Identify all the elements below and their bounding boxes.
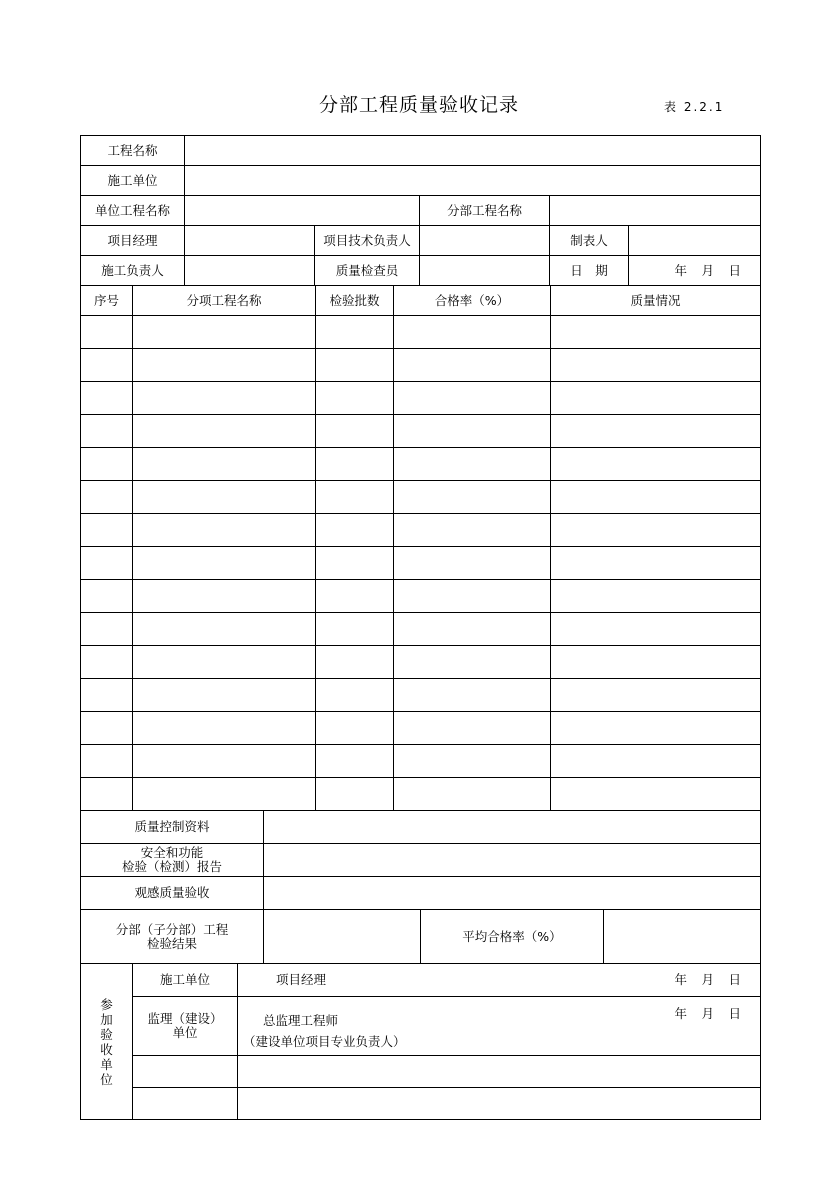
cell-seq[interactable] [81, 349, 133, 382]
supervisor-line1: 监理（建设） [147, 1011, 223, 1026]
contractor-field[interactable] [185, 166, 761, 196]
summary-table [80, 810, 761, 964]
unit-project-label: 单位工程名称 [81, 196, 185, 226]
table-row [81, 481, 761, 514]
construction-lead-label: 施工负责人 [81, 256, 185, 286]
signoff-extra-field-1[interactable] [238, 1056, 761, 1088]
project-name-label: 工程名称 [81, 136, 185, 166]
cell-subitem[interactable] [133, 745, 316, 778]
cell-batch-count[interactable] [316, 745, 394, 778]
safety-report-line2: 检验（检测）报告 [121, 859, 222, 874]
signoff-table [80, 963, 761, 1120]
cell-pass-rate[interactable] [394, 613, 551, 646]
table-row [81, 712, 761, 745]
col-header-seq: 序号 [81, 286, 133, 316]
cell-subitem[interactable] [133, 580, 316, 613]
division-name-field[interactable] [550, 196, 761, 226]
cell-subitem[interactable] [133, 712, 316, 745]
result-field[interactable] [264, 910, 421, 964]
cell-batch-count[interactable] [316, 646, 394, 679]
participants-label-cell [81, 964, 133, 1120]
cell-quality[interactable] [551, 382, 761, 415]
result-line2: 检验结果 [146, 935, 197, 951]
header-table [80, 135, 761, 286]
cell-quality[interactable] [551, 481, 761, 514]
cell-batch-count[interactable] [316, 679, 394, 712]
cell-subitem[interactable] [133, 382, 316, 415]
page-title: 分部工程质量验收记录 [318, 94, 519, 116]
cell-pass-rate[interactable] [394, 778, 551, 811]
col-header-quality: 质量情况 [551, 286, 761, 316]
cell-seq[interactable] [81, 415, 133, 448]
signoff-contractor-label: 施工单位 [133, 964, 238, 997]
cell-pass-rate[interactable] [394, 415, 551, 448]
table-row [81, 514, 761, 547]
cell-batch-count[interactable] [316, 712, 394, 745]
table-row [81, 745, 761, 778]
unit-project-field[interactable] [185, 196, 420, 226]
table-row [81, 448, 761, 481]
cell-pass-rate[interactable] [394, 646, 551, 679]
col-header-subitem: 分项工程名称 [133, 286, 316, 316]
appearance-label: 观感质量验收 [81, 877, 264, 910]
table-number: 表 2.2.1 [664, 100, 725, 114]
col-header-pass-rate: 合格率（%） [394, 286, 551, 316]
table-row [81, 580, 761, 613]
cell-pass-rate[interactable] [394, 448, 551, 481]
cell-quality[interactable] [551, 316, 761, 349]
project-manager-field[interactable] [185, 226, 315, 256]
cell-subitem[interactable] [133, 613, 316, 646]
signoff-extra-label-1[interactable] [133, 1056, 238, 1088]
table-row [81, 316, 761, 349]
cell-subitem[interactable] [133, 415, 316, 448]
cell-seq[interactable] [81, 712, 133, 745]
cell-pass-rate[interactable] [394, 382, 551, 415]
avg-rate-label: 平均合格率（%） [421, 910, 604, 964]
project-manager-label: 项目经理 [81, 226, 185, 256]
cell-pass-rate[interactable] [394, 316, 551, 349]
cell-seq[interactable] [81, 547, 133, 580]
project-name-field[interactable] [185, 136, 761, 166]
cell-batch-count[interactable] [316, 349, 394, 382]
cell-seq[interactable] [81, 745, 133, 778]
cell-batch-count[interactable] [316, 514, 394, 547]
cell-batch-count[interactable] [316, 547, 394, 580]
preparer-label: 制表人 [550, 226, 629, 256]
cell-seq[interactable] [81, 382, 133, 415]
cell-seq[interactable] [81, 613, 133, 646]
quality-docs-label: 质量控制资料 [81, 811, 264, 844]
preparer-field[interactable] [629, 226, 761, 256]
cell-seq[interactable] [81, 778, 133, 811]
safety-report-label [81, 844, 264, 877]
cell-quality[interactable] [551, 415, 761, 448]
signoff-supervisor-field[interactable] [238, 997, 761, 1056]
cell-pass-rate[interactable] [394, 514, 551, 547]
cell-subitem[interactable] [133, 547, 316, 580]
cell-batch-count[interactable] [316, 613, 394, 646]
cell-pass-rate[interactable] [394, 547, 551, 580]
cell-seq[interactable] [81, 514, 133, 547]
cell-quality[interactable] [551, 745, 761, 778]
cell-subitem[interactable] [133, 349, 316, 382]
cell-quality[interactable] [551, 514, 761, 547]
result-line1: 分部（子分部）工程 [115, 921, 229, 937]
cell-quality[interactable] [551, 613, 761, 646]
cell-subitem[interactable] [133, 316, 316, 349]
signoff-contractor-field[interactable] [238, 964, 761, 997]
cell-subitem[interactable] [133, 646, 316, 679]
safety-report-line1: 安全和功能 [140, 845, 204, 860]
cell-subitem[interactable] [133, 481, 316, 514]
signoff-extra-label-2[interactable] [133, 1088, 238, 1120]
signoff-supervisor-label [133, 997, 238, 1056]
cell-subitem[interactable] [133, 679, 316, 712]
cell-quality[interactable] [551, 778, 761, 811]
cell-batch-count[interactable] [316, 778, 394, 811]
signoff-date-1[interactable]: 年 月 日 [674, 972, 742, 987]
cell-subitem[interactable] [133, 514, 316, 547]
cell-batch-count[interactable] [316, 382, 394, 415]
construction-lead-field[interactable] [185, 256, 315, 286]
cell-pass-rate[interactable] [394, 712, 551, 745]
signoff-pm-label: 项目经理 [276, 972, 327, 987]
contractor-label: 施工单位 [81, 166, 185, 196]
division-name-label: 分部工程名称 [420, 196, 550, 226]
cell-seq[interactable] [81, 316, 133, 349]
table-row [81, 778, 761, 811]
cell-quality[interactable] [551, 580, 761, 613]
result-label [81, 910, 264, 964]
items-header-row [81, 286, 761, 316]
date-label: 日 期 [550, 256, 629, 286]
cell-quality[interactable] [551, 712, 761, 745]
date-field[interactable]: 年 月 日 [629, 256, 761, 286]
cell-batch-count[interactable] [316, 481, 394, 514]
cell-seq[interactable] [81, 679, 133, 712]
quality-inspector-label: 质量检查员 [315, 256, 420, 286]
col-header-batch-count: 检验批数 [316, 286, 394, 316]
chief-engineer-label: 总监理工程师 [263, 1013, 339, 1028]
cell-pass-rate[interactable] [394, 745, 551, 778]
table-row [81, 613, 761, 646]
cell-batch-count[interactable] [316, 580, 394, 613]
signoff-date-2[interactable]: 年 月 日 [674, 1006, 742, 1021]
cell-subitem[interactable] [133, 448, 316, 481]
cell-quality[interactable] [551, 679, 761, 712]
safety-report-field[interactable] [264, 844, 761, 877]
cell-batch-count[interactable] [316, 448, 394, 481]
cell-quality[interactable] [551, 349, 761, 382]
avg-rate-field[interactable] [604, 910, 761, 964]
supervisor-line2: 单位 [172, 1025, 198, 1040]
participants-label: 参加验收单位 [100, 996, 113, 1087]
table-row [81, 382, 761, 415]
items-table [80, 285, 761, 811]
quality-inspector-field[interactable] [420, 256, 550, 286]
cell-pass-rate[interactable] [394, 349, 551, 382]
cell-seq[interactable] [81, 448, 133, 481]
cell-pass-rate[interactable] [394, 679, 551, 712]
tech-lead-label: 项目技术负责人 [315, 226, 420, 256]
cell-seq[interactable] [81, 580, 133, 613]
cell-pass-rate[interactable] [394, 481, 551, 514]
table-row [81, 646, 761, 679]
appearance-field[interactable] [264, 877, 761, 910]
tech-lead-field[interactable] [420, 226, 550, 256]
cell-subitem[interactable] [133, 778, 316, 811]
signoff-extra-field-2[interactable] [238, 1088, 761, 1120]
table-row [81, 679, 761, 712]
cell-seq[interactable] [81, 646, 133, 679]
cell-quality[interactable] [551, 448, 761, 481]
cell-batch-count[interactable] [316, 415, 394, 448]
cell-pass-rate[interactable] [394, 580, 551, 613]
cell-quality[interactable] [551, 646, 761, 679]
table-row [81, 415, 761, 448]
cell-seq[interactable] [81, 481, 133, 514]
table-row [81, 349, 761, 382]
table-row [81, 547, 761, 580]
owner-rep-label: （建设单位项目专业负责人） [243, 1034, 406, 1049]
cell-batch-count[interactable] [316, 316, 394, 349]
quality-docs-field[interactable] [264, 811, 761, 844]
cell-quality[interactable] [551, 547, 761, 580]
